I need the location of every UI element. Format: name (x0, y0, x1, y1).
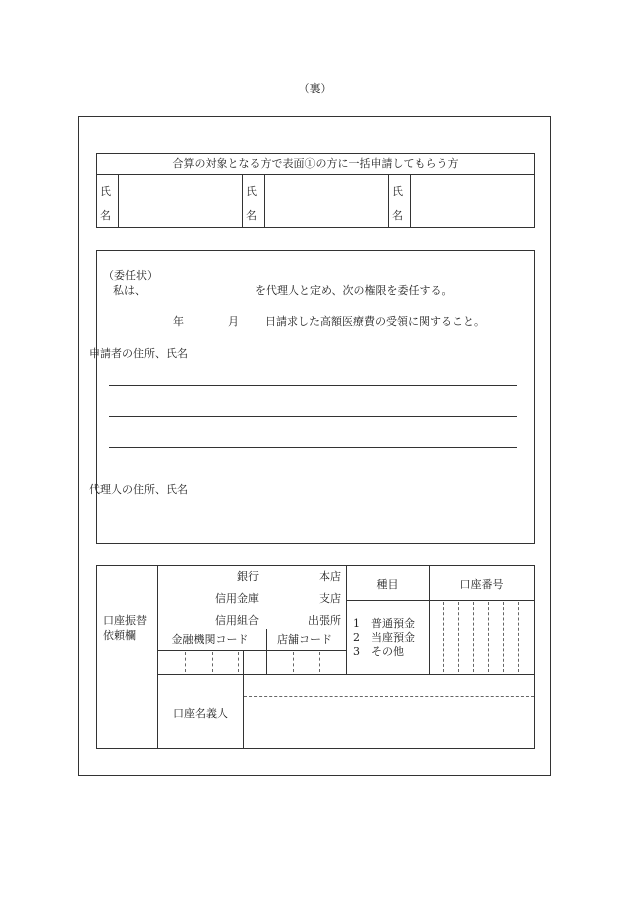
applicant-address-label: 申請者の住所、氏名 (89, 347, 188, 360)
divider (157, 566, 158, 748)
kind-option-ordinary[interactable]: 1 普通預金 (353, 617, 415, 630)
kind-option-other[interactable]: 3 その他 (353, 645, 404, 658)
kind-header: 種目 (376, 578, 399, 591)
bank-section-label-1: 口座振替 (103, 614, 147, 627)
divider (158, 650, 346, 651)
inst-code-label: 金融機関コード (171, 633, 249, 646)
agent-address-label: 代理人の住所、氏名 (89, 483, 188, 496)
name-field-3[interactable] (411, 174, 534, 227)
branch-code-box (319, 652, 320, 672)
inst-type-shinkin[interactable]: 信用金庫 (215, 592, 259, 605)
divider (346, 600, 534, 601)
account-digit-box (458, 602, 459, 672)
inst-code-box (238, 652, 239, 672)
inst-type-kumiai[interactable]: 信用組合 (215, 614, 259, 627)
branch-type-office[interactable]: 出張所 (308, 614, 341, 627)
account-digit-box (518, 602, 519, 672)
account-digit-box (503, 602, 504, 672)
account-number-header: 口座番号 (459, 578, 504, 591)
proxy-title: （委任状） (103, 269, 158, 282)
combined-applicants-row (97, 174, 534, 227)
proxy-line1-prefix: 私は、 (113, 284, 146, 297)
bank-transfer-table (96, 565, 535, 749)
divider (158, 674, 534, 675)
name-label-2: 氏 名 (243, 174, 265, 227)
page-side-label: （裏） (298, 82, 332, 95)
account-holder-label: 口座名義人 (173, 707, 228, 720)
applicant-line-1[interactable] (109, 385, 517, 386)
applicant-line-3[interactable] (109, 447, 517, 448)
inst-code-box (212, 652, 213, 672)
branch-type-branch[interactable]: 支店 (319, 592, 341, 605)
account-digit-box (473, 602, 474, 672)
name-label-3: 氏 名 (389, 174, 411, 227)
proxy-month-label: 月 (228, 315, 239, 328)
account-digit-box (443, 602, 444, 672)
kind-option-checking[interactable]: 2 当座預金 (353, 631, 415, 644)
applicant-line-2[interactable] (109, 416, 517, 417)
proxy-year-label: 年 (173, 315, 184, 328)
name-label-1: 氏 名 (97, 174, 119, 227)
divider (243, 650, 244, 674)
branch-type-main[interactable]: 本店 (319, 570, 341, 583)
name-field-1[interactable] (119, 174, 243, 227)
bank-section-label-2: 依頼欄 (103, 629, 136, 642)
name-field-2[interactable] (265, 174, 389, 227)
power-of-attorney-box (89, 250, 535, 544)
combined-applicants-table (96, 153, 535, 228)
branch-code-label: 店舗コード (277, 633, 332, 646)
branch-code-box (293, 652, 294, 672)
proxy-line1-suffix: を代理人と定め、次の権限を委任する。 (255, 284, 453, 297)
proxy-day-text: 日請求した高額医療費の受領に関すること。 (265, 315, 485, 328)
inst-type-bank[interactable]: 銀行 (237, 570, 259, 583)
combined-applicants-header: 合算の対象となる方で表面①の方に一括申請してもらう方 (97, 154, 534, 175)
divider (266, 629, 267, 674)
inst-code-box (185, 652, 186, 672)
account-digit-box (488, 602, 489, 672)
account-holder-field[interactable] (244, 697, 534, 748)
